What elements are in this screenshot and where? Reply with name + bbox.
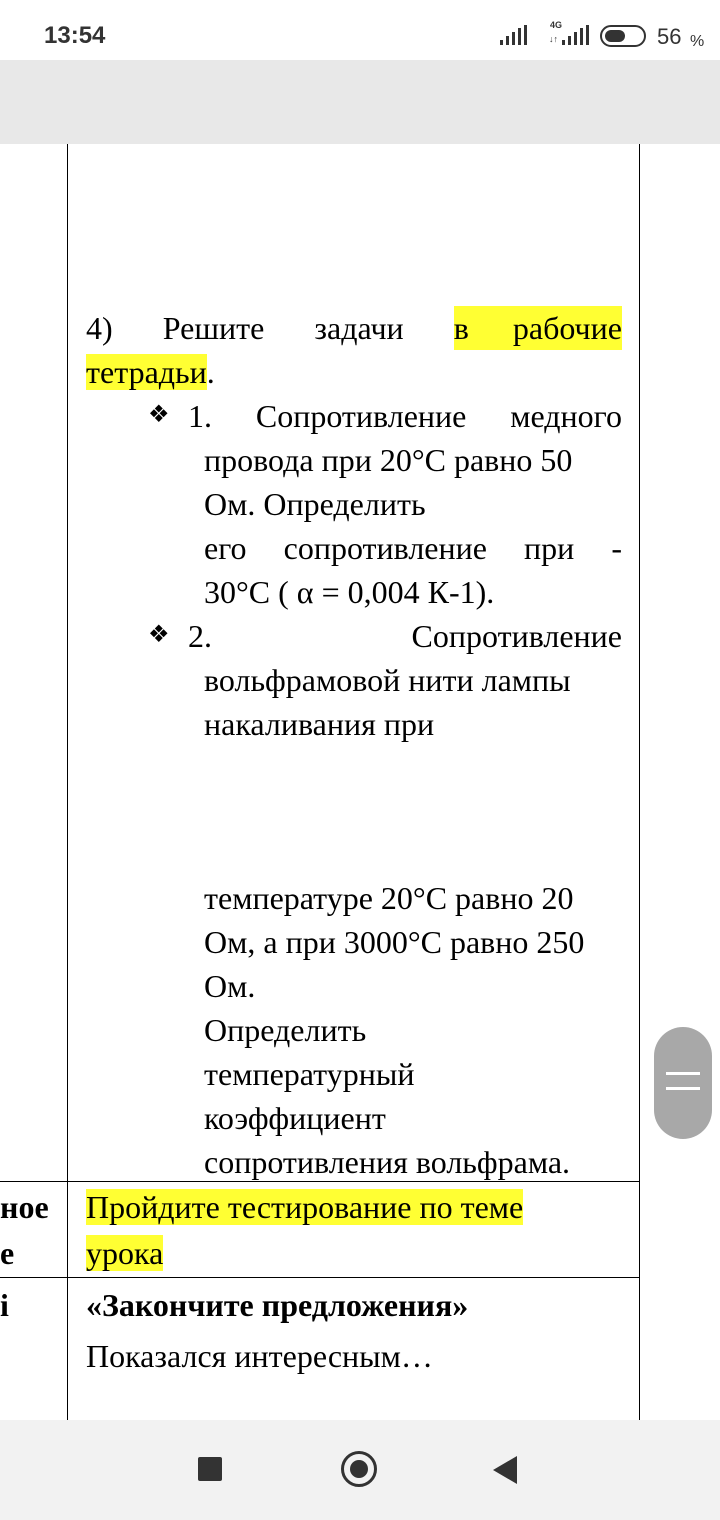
signal-icon-2 <box>562 25 589 45</box>
table-border-right <box>639 144 640 1420</box>
word: Сопротивление <box>411 618 622 654</box>
highlighted-text: Пройдите тестирование по теме <box>86 1189 524 1225</box>
battery-unit: % <box>690 33 705 50</box>
row3-title: «Закончите предложения» <box>86 1287 469 1323</box>
highlighted-text: урока <box>86 1235 164 1271</box>
problem2-line4: температуре 20°С равно 20 <box>204 880 574 916</box>
row2-text-line1 <box>86 1185 523 1229</box>
highlighted-text: в рабочие <box>454 306 622 350</box>
problem1-line1 <box>188 394 622 438</box>
problem2-line5: Ом, а при 3000°С равно 250 <box>204 924 585 960</box>
row2-left-cell-line1: ное <box>0 1189 49 1225</box>
row2-text-line2 <box>86 1231 163 1275</box>
battery-icon <box>600 25 646 47</box>
problem2-line8: температурный <box>204 1056 415 1092</box>
problem1-line4 <box>204 526 622 570</box>
document-view[interactable] <box>0 144 720 1420</box>
signal-icon <box>500 25 527 45</box>
problem2-line6: Ом. <box>204 968 256 1004</box>
row3-text: Показался интересным… <box>86 1338 433 1374</box>
word: задачи <box>314 310 404 346</box>
row2-left-cell-line2: е <box>0 1235 15 1271</box>
table-border-left <box>67 144 68 1420</box>
word: при <box>524 530 575 566</box>
task-intro-line1 <box>86 306 622 350</box>
problem1-line3: Ом. Определить <box>204 486 426 522</box>
word: его <box>204 530 247 566</box>
circle-icon[interactable] <box>341 1451 377 1487</box>
read-only-banner[interactable] <box>0 60 720 144</box>
highlighted-text: тетрадьи <box>86 354 207 390</box>
punctuation: . <box>206 354 215 390</box>
problem2-line10: сопротивления вольфрама. <box>204 1144 571 1180</box>
word: 1. <box>188 398 212 434</box>
status-bar <box>0 0 720 60</box>
problem2-line9: коэффициент <box>204 1100 386 1136</box>
word: медного <box>510 398 622 434</box>
row3-left-cell: і <box>0 1287 9 1323</box>
word: 4) <box>86 310 113 346</box>
word: сопротивление <box>283 530 487 566</box>
battery-level: 56 <box>657 24 682 49</box>
word: 2. <box>188 618 212 654</box>
problem1-line5: 30°С ( α = 0,004 К-1). <box>204 574 495 610</box>
square-icon[interactable] <box>198 1457 222 1481</box>
network-type: 4G <box>550 20 563 30</box>
word: - <box>611 530 622 566</box>
word: Сопротивление <box>255 398 467 434</box>
problem2-line7: Определить <box>204 1012 367 1048</box>
table-row-divider <box>0 1277 640 1278</box>
problem2-line2: вольфрамовой нити лампы <box>204 662 571 698</box>
status-time: 13:54 <box>44 22 106 49</box>
problem1-line2: провода при 20°С равно 50 <box>204 442 573 478</box>
task-intro-line2 <box>86 350 215 394</box>
word: Решите <box>162 310 265 346</box>
problem2-line3: накаливания при <box>204 706 435 742</box>
scroll-handle[interactable] <box>654 1027 712 1139</box>
data-arrows-icon: ↓↑ <box>549 34 558 44</box>
problem2-line1 <box>188 614 622 658</box>
triangle-back-icon[interactable] <box>493 1456 517 1484</box>
bullet-icon: ❖ <box>148 402 170 428</box>
bullet-icon: ❖ <box>148 622 170 648</box>
